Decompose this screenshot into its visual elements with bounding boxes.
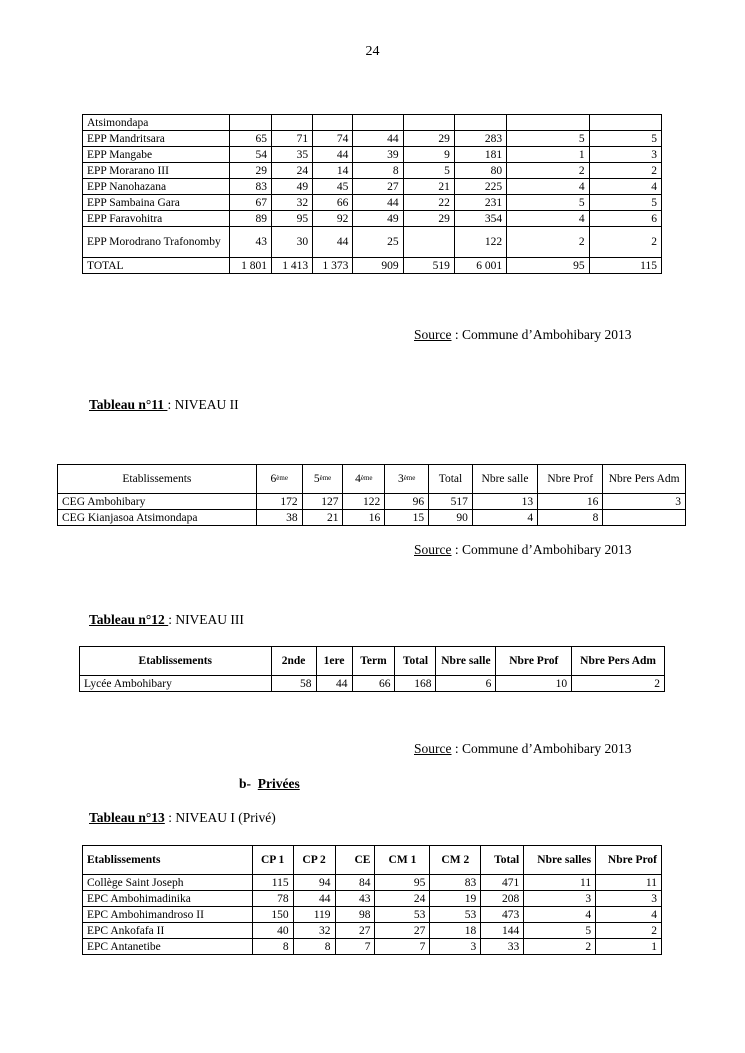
col-etablissements: Etablissements	[83, 846, 253, 875]
col-1ere: 1ere	[316, 647, 352, 676]
col-label: 6	[270, 472, 277, 485]
table-cell: 231	[454, 195, 506, 211]
row-label: EPP Morodrano Trafonomby	[83, 227, 230, 258]
table-row	[83, 131, 662, 147]
table-cell	[403, 227, 454, 258]
table-cell: 27	[335, 923, 375, 939]
row-label: TOTAL	[83, 258, 230, 274]
table-cell: 13	[472, 494, 537, 510]
table-row	[83, 227, 662, 258]
table-cell: 144	[481, 923, 524, 939]
table-cell: 5	[507, 195, 589, 211]
table-cell: 44	[293, 891, 335, 907]
table-cell: 115	[252, 875, 293, 891]
table-cell: 19	[430, 891, 481, 907]
caption-label: Tableau n°13	[89, 810, 165, 825]
table-cell: 122	[454, 227, 506, 258]
col-suffix: ème	[403, 473, 416, 482]
row-label: Atsimondapa	[83, 115, 230, 131]
table-niveau-i-prive	[82, 845, 662, 955]
table-cell: 1 801	[229, 258, 271, 274]
table-cell: 80	[454, 163, 506, 179]
table-cell: 95	[271, 211, 312, 227]
row-label: EPP Faravohitra	[83, 211, 230, 227]
source-label: Source	[414, 741, 452, 756]
table-cell: 15	[385, 510, 429, 526]
table-cell	[353, 115, 403, 131]
table-cell: 3	[603, 494, 686, 510]
table-cell: 30	[271, 227, 312, 258]
table-cell: 3	[589, 147, 661, 163]
table-cell	[603, 510, 686, 526]
table-niveau-iii	[79, 646, 665, 692]
table-row	[83, 147, 662, 163]
col-nbre-pers-adm: Nbre Pers Adm	[603, 465, 686, 494]
table-cell: 45	[313, 179, 353, 195]
table-row	[83, 891, 662, 907]
table-cell: 2	[507, 227, 589, 258]
table-cell: 3	[430, 939, 481, 955]
table-cell: 84	[335, 875, 375, 891]
table-cell: 909	[353, 258, 403, 274]
table-cell: 83	[229, 179, 271, 195]
table-cell	[403, 115, 454, 131]
source-label: Source	[414, 327, 452, 342]
table-cell: 115	[589, 258, 661, 274]
table-header-row	[58, 465, 686, 494]
table-cell: 11	[596, 875, 662, 891]
table-cell: 10	[496, 676, 572, 692]
col-suffix: ème	[319, 473, 332, 482]
table-cell: 49	[271, 179, 312, 195]
table-cell: 8	[252, 939, 293, 955]
table-cell	[229, 115, 271, 131]
table-cell: 44	[353, 195, 403, 211]
col-nbre-salles: Nbre salles	[524, 846, 596, 875]
table-cell: 4	[596, 907, 662, 923]
table-cell: 24	[375, 891, 430, 907]
table-cell: 3	[596, 891, 662, 907]
row-label: EPP Mangabe	[83, 147, 230, 163]
table-cell: 32	[271, 195, 312, 211]
table-row	[83, 875, 662, 891]
table-cell: 78	[252, 891, 293, 907]
table-cell: 43	[229, 227, 271, 258]
table-cell: 71	[271, 131, 312, 147]
table-cell: 43	[335, 891, 375, 907]
table-cell: 67	[229, 195, 271, 211]
table-cell: 6	[589, 211, 661, 227]
table-cell: 8	[293, 939, 335, 955]
table-cell: 49	[353, 211, 403, 227]
table-cell: 172	[256, 494, 302, 510]
table-cell: 54	[229, 147, 271, 163]
table-cell: 66	[313, 195, 353, 211]
source-note	[414, 542, 631, 558]
col-nbre-salle: Nbre salle	[436, 647, 496, 676]
table-cell: 94	[293, 875, 335, 891]
table-niveau-ii	[57, 464, 686, 526]
col-cm2: CM 2	[430, 846, 481, 875]
table-11-caption	[89, 397, 239, 413]
table-cell: 6 001	[454, 258, 506, 274]
table-cell	[454, 115, 506, 131]
col-total: Total	[481, 846, 524, 875]
table-header-row	[83, 846, 662, 875]
table-cell: 89	[229, 211, 271, 227]
table-cell: 18	[430, 923, 481, 939]
table-cell: 354	[454, 211, 506, 227]
col-etablissements: Etablissements	[58, 465, 257, 494]
table-cell: 150	[252, 907, 293, 923]
table-cell: 5	[524, 923, 596, 939]
table-cell: 2	[589, 163, 661, 179]
table-cell: 3	[524, 891, 596, 907]
table-cell: 44	[313, 147, 353, 163]
col-cm1: CM 1	[375, 846, 430, 875]
table-cell: 92	[313, 211, 353, 227]
col-nbre-prof: Nbre Prof	[596, 846, 662, 875]
row-label: Lycée Ambohibary	[80, 676, 272, 692]
table-row	[83, 179, 662, 195]
section-number: b-	[239, 776, 252, 791]
table-cell: 5	[403, 163, 454, 179]
col-label: 3	[397, 472, 404, 485]
table-cell: 168	[395, 676, 436, 692]
table-cell: 2	[572, 676, 665, 692]
col-etablissements: Etablissements	[80, 647, 272, 676]
table-cell: 22	[403, 195, 454, 211]
table-cell: 1 373	[313, 258, 353, 274]
table-cell: 44	[316, 676, 352, 692]
table-cell: 25	[353, 227, 403, 258]
table-cell: 83	[430, 875, 481, 891]
table-cell: 2	[589, 227, 661, 258]
caption-text: : NIVEAU III	[168, 612, 244, 627]
row-label: EPP Morarano III	[83, 163, 230, 179]
table-cell: 5	[589, 195, 661, 211]
table-cell: 95	[375, 875, 430, 891]
table-cell: 29	[403, 211, 454, 227]
col-nbre-prof: Nbre Prof	[538, 465, 603, 494]
table-cell: 35	[271, 147, 312, 163]
row-label: CEG Ambohibary	[58, 494, 257, 510]
row-label: EPC Antanetibe	[83, 939, 253, 955]
table-row	[83, 163, 662, 179]
table-cell: 65	[229, 131, 271, 147]
table-cell	[507, 115, 589, 131]
table-cell	[313, 115, 353, 131]
table-cell: 98	[335, 907, 375, 923]
table-cell: 519	[403, 258, 454, 274]
table-row	[80, 676, 665, 692]
table-cell: 58	[271, 676, 316, 692]
table-cell: 517	[429, 494, 473, 510]
table-cell: 2	[524, 939, 596, 955]
col-cp2: CP 2	[293, 846, 335, 875]
table-cell: 21	[302, 510, 343, 526]
table-cell: 53	[375, 907, 430, 923]
source-text: : Commune d’Ambohibary 2013	[451, 327, 632, 342]
col-label: 5	[313, 472, 320, 485]
table-row	[83, 115, 662, 131]
table-row	[58, 494, 686, 510]
table-cell: 21	[403, 179, 454, 195]
table-cell: 24	[271, 163, 312, 179]
table-cell: 95	[507, 258, 589, 274]
table-cell: 9	[403, 147, 454, 163]
table-cell: 181	[454, 147, 506, 163]
row-label: EPP Sambaina Gara	[83, 195, 230, 211]
table-cell: 44	[313, 227, 353, 258]
table-cell: 32	[293, 923, 335, 939]
col-4eme	[343, 465, 385, 494]
table-cell: 74	[313, 131, 353, 147]
col-nbre-salle: Nbre salle	[472, 465, 537, 494]
table-cell: 6	[436, 676, 496, 692]
table-header-row	[80, 647, 665, 676]
table-cell: 29	[403, 131, 454, 147]
table-cell: 122	[343, 494, 385, 510]
section-title: Privées	[257, 776, 300, 791]
table-row	[83, 939, 662, 955]
section-heading	[239, 776, 300, 792]
row-label: CEG Kianjasoa Atsimondapa	[58, 510, 257, 526]
table-cell: 4	[507, 179, 589, 195]
table-cell: 38	[256, 510, 302, 526]
col-nbre-prof: Nbre Prof	[496, 647, 572, 676]
table-cell: 119	[293, 907, 335, 923]
source-text: : Commune d’Ambohibary 2013	[451, 741, 632, 756]
table-row	[83, 211, 662, 227]
table-cell: 96	[385, 494, 429, 510]
table-row	[83, 907, 662, 923]
table-cell: 11	[524, 875, 596, 891]
col-total: Total	[395, 647, 436, 676]
table-cell: 225	[454, 179, 506, 195]
table-row	[83, 258, 662, 274]
caption-label: Tableau n°11	[89, 397, 168, 412]
table-cell: 8	[538, 510, 603, 526]
table-cell: 5	[589, 131, 661, 147]
row-label: EPC Ambohimadinika	[83, 891, 253, 907]
table-cell: 4	[472, 510, 537, 526]
table-niveau-i-continued	[82, 114, 662, 274]
table-13-caption	[89, 810, 276, 826]
table-cell: 33	[481, 939, 524, 955]
table-cell: 44	[353, 131, 403, 147]
table-cell: 473	[481, 907, 524, 923]
table-row	[58, 510, 686, 526]
source-text: : Commune d’Ambohibary 2013	[451, 542, 632, 557]
table-cell: 8	[353, 163, 403, 179]
caption-label: Tableau n°12	[89, 612, 169, 627]
col-ce: CE	[335, 846, 375, 875]
col-5eme	[302, 465, 343, 494]
source-note	[414, 327, 631, 343]
table-row	[83, 195, 662, 211]
col-6eme	[256, 465, 302, 494]
table-cell: 1	[507, 147, 589, 163]
caption-text: : NIVEAU II	[167, 397, 239, 412]
table-cell: 14	[313, 163, 353, 179]
source-label: Source	[414, 542, 452, 557]
table-cell: 1 413	[271, 258, 312, 274]
col-total: Total	[429, 465, 473, 494]
table-cell: 127	[302, 494, 343, 510]
table-row	[83, 923, 662, 939]
col-nbre-pers-adm: Nbre Pers Adm	[572, 647, 665, 676]
row-label: EPC Ankofafa II	[83, 923, 253, 939]
row-label: EPP Nanohazana	[83, 179, 230, 195]
table-cell: 39	[353, 147, 403, 163]
page-number: 24	[365, 44, 380, 59]
col-label: 4	[355, 472, 361, 485]
table-cell	[589, 115, 661, 131]
table-cell: 40	[252, 923, 293, 939]
col-2nde: 2nde	[271, 647, 316, 676]
table-cell: 471	[481, 875, 524, 891]
table-cell: 66	[352, 676, 395, 692]
table-cell	[271, 115, 312, 131]
row-label: EPP Mandritsara	[83, 131, 230, 147]
table-cell: 27	[375, 923, 430, 939]
table-cell: 208	[481, 891, 524, 907]
caption-text: : NIVEAU I (Privé)	[164, 810, 276, 825]
col-3eme	[385, 465, 429, 494]
col-term: Term	[352, 647, 395, 676]
table-cell: 16	[343, 510, 385, 526]
row-label: Collège Saint Joseph	[83, 875, 253, 891]
table-cell: 283	[454, 131, 506, 147]
source-note	[414, 741, 631, 757]
table-12-caption	[89, 612, 244, 628]
col-suffix: ème	[276, 473, 288, 482]
col-suffix: ème	[360, 473, 373, 482]
table-cell: 4	[589, 179, 661, 195]
table-cell: 16	[538, 494, 603, 510]
table-cell: 7	[335, 939, 375, 955]
table-cell: 29	[229, 163, 271, 179]
table-cell: 27	[353, 179, 403, 195]
table-cell: 2	[507, 163, 589, 179]
table-cell: 2	[596, 923, 662, 939]
row-label: EPC Ambohimandroso II	[83, 907, 253, 923]
table-cell: 4	[507, 211, 589, 227]
table-cell: 1	[596, 939, 662, 955]
table-cell: 5	[507, 131, 589, 147]
col-cp1: CP 1	[252, 846, 293, 875]
table-cell: 4	[524, 907, 596, 923]
table-cell: 53	[430, 907, 481, 923]
table-cell: 90	[429, 510, 473, 526]
table-cell: 7	[375, 939, 430, 955]
